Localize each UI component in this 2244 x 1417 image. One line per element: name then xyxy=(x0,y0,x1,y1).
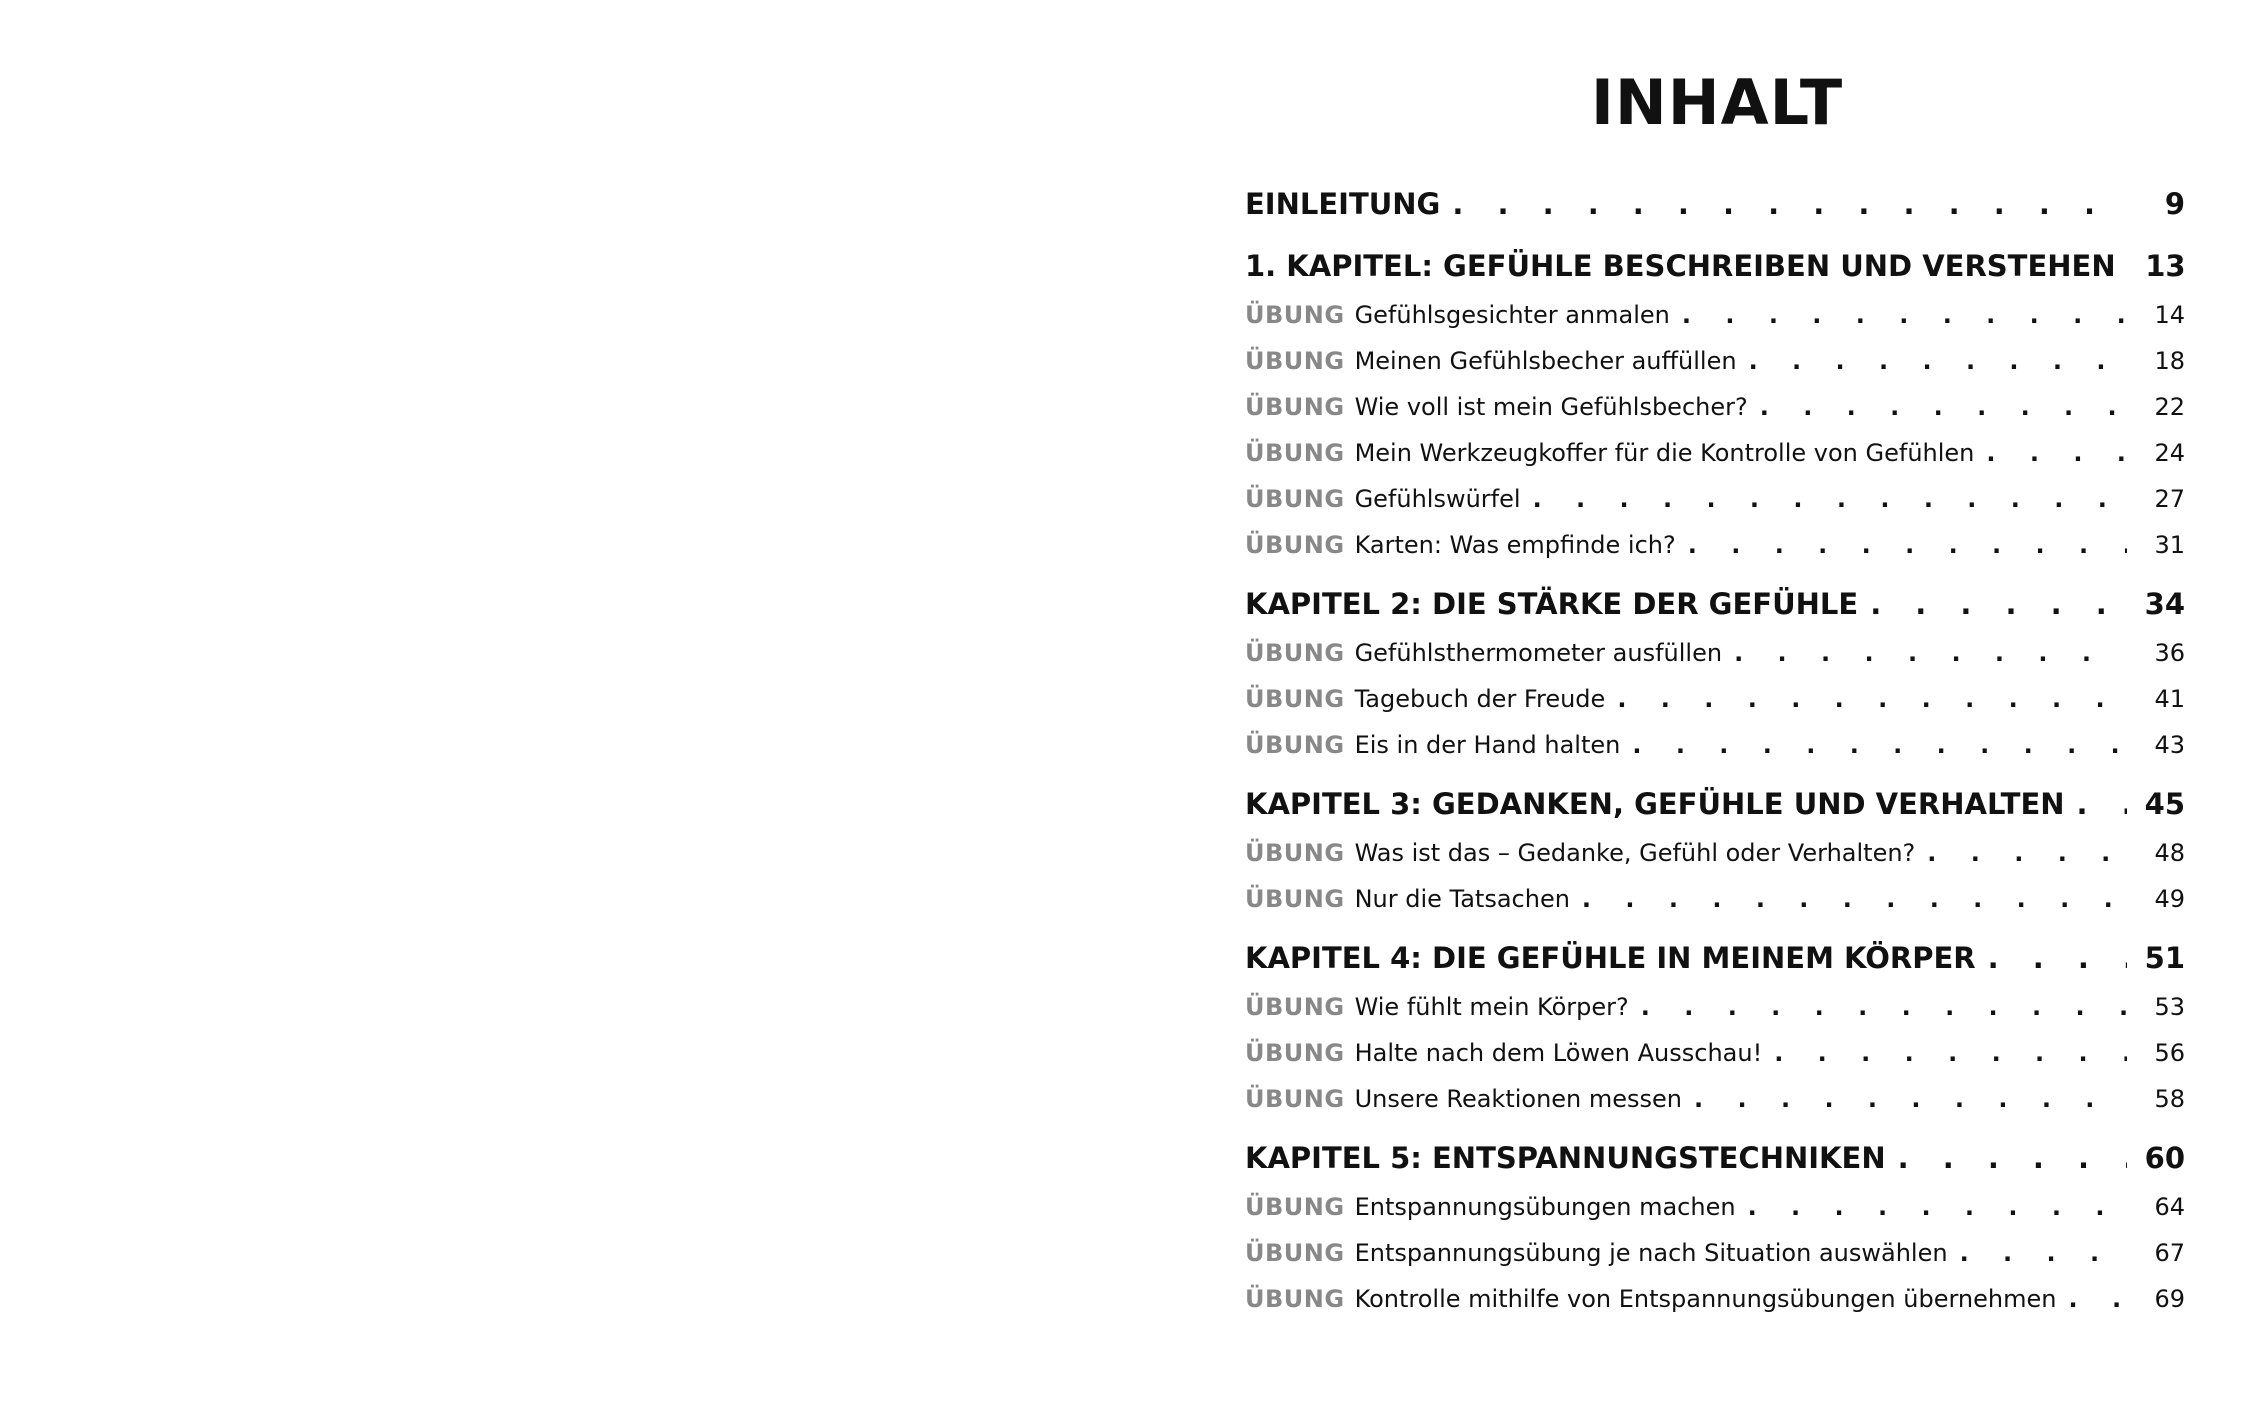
toc-page-number: 27 xyxy=(2154,485,2185,513)
toc-exercise-label: Gefühlsthermometer ausfüllen xyxy=(1354,639,1723,667)
toc-exercise-label-wrap xyxy=(1245,676,1613,722)
toc-page-number: 22 xyxy=(2154,393,2185,421)
dot-leader xyxy=(1641,984,2127,1030)
table-of-contents xyxy=(1245,178,2185,1322)
toc-exercise-label: Entspannungsübungen machen xyxy=(1354,1193,1736,1221)
dot-leader xyxy=(1986,430,2127,476)
toc-exercise-label-wrap xyxy=(1245,630,1730,676)
toc-page-number: 43 xyxy=(2154,731,2185,759)
toc-page-number: 41 xyxy=(2154,685,2185,713)
exercise-tag: ÜBUNG xyxy=(1245,731,1345,759)
toc-exercise-label-wrap xyxy=(1245,830,1923,876)
toc-page-number: 31 xyxy=(2154,531,2185,559)
toc-chapter-label: KAPITEL 2: DIE STÄRKE DER GEFÜHLE xyxy=(1245,578,1866,630)
toc-chapter-1[interactable] xyxy=(1245,240,2185,292)
exercise-tag: ÜBUNG xyxy=(1245,1193,1345,1221)
toc-exercise-label: Gefühlsgesichter anmalen xyxy=(1354,301,1670,329)
exercise-tag: ÜBUNG xyxy=(1245,839,1345,867)
toc-exercise-label: Wie voll ist mein Gefühlsbecher? xyxy=(1354,393,1748,421)
toc-exercise[interactable] xyxy=(1245,984,2185,1030)
dot-leader xyxy=(1688,522,2127,568)
toc-exercise[interactable] xyxy=(1245,722,2185,768)
toc-exercise-label-wrap xyxy=(1245,384,1756,430)
toc-exercise-label: Unsere Reaktionen messen xyxy=(1354,1085,1683,1113)
toc-exercise-label: Eis in der Hand halten xyxy=(1354,731,1621,759)
toc-exercise-label-wrap xyxy=(1245,722,1628,768)
toc-chapter-label: KAPITEL 3: GEDANKEN, GEFÜHLE UND VERHALTEN xyxy=(1245,778,2073,830)
dot-leader xyxy=(1582,876,2127,922)
toc-exercise[interactable] xyxy=(1245,830,2185,876)
toc-exercise[interactable] xyxy=(1245,384,2185,430)
exercise-tag: ÜBUNG xyxy=(1245,993,1345,1021)
toc-exercise[interactable] xyxy=(1245,338,2185,384)
toc-exercise-label: Mein Werkzeugkoffer für die Kontrolle von Gefühlen xyxy=(1354,439,1975,467)
toc-page-number: 24 xyxy=(2154,439,2185,467)
exercise-tag: ÜBUNG xyxy=(1245,531,1345,559)
dot-leader xyxy=(1682,292,2127,338)
toc-page-number: 64 xyxy=(2154,1193,2185,1221)
exercise-tag: ÜBUNG xyxy=(1245,301,1345,329)
toc-exercise-label-wrap xyxy=(1245,522,1684,568)
toc-page-number: 49 xyxy=(2154,885,2185,913)
exercise-tag: ÜBUNG xyxy=(1245,1285,1345,1313)
toc-page-number: 13 xyxy=(2145,249,2186,283)
toc-page-number: 34 xyxy=(2144,587,2185,621)
dot-leader xyxy=(2068,1276,2127,1322)
toc-exercise[interactable] xyxy=(1245,1184,2185,1230)
dot-leader xyxy=(1749,338,2127,384)
toc-exercise-label-wrap xyxy=(1245,1230,1956,1276)
dot-leader xyxy=(1870,578,2127,630)
toc-page-number: 9 xyxy=(2164,187,2185,221)
dot-leader xyxy=(1774,1030,2127,1076)
toc-exercise[interactable] xyxy=(1245,1076,2185,1122)
toc-chapter-5[interactable] xyxy=(1245,1132,2185,1184)
toc-page-number: 56 xyxy=(2154,1039,2185,1067)
dot-leader xyxy=(1927,830,2127,876)
page-title: INHALT xyxy=(1590,66,1844,139)
toc-exercise-label-wrap xyxy=(1245,338,1745,384)
toc-exercise[interactable] xyxy=(1245,522,2185,568)
toc-exercise-label-wrap xyxy=(1245,292,1678,338)
exercise-tag: ÜBUNG xyxy=(1245,1239,1345,1267)
toc-chapter-3[interactable] xyxy=(1245,778,2185,830)
toc-page-number: 18 xyxy=(2154,347,2185,375)
dot-leader xyxy=(1898,1132,2127,1184)
toc-page-number: 69 xyxy=(2154,1285,2185,1313)
toc-page-number: 14 xyxy=(2154,301,2185,329)
toc-exercise-label-wrap xyxy=(1245,476,1529,522)
exercise-tag: ÜBUNG xyxy=(1245,1085,1345,1113)
exercise-tag: ÜBUNG xyxy=(1245,885,1345,913)
toc-chapter-2[interactable] xyxy=(1245,578,2185,630)
dot-leader xyxy=(1694,1076,2127,1122)
exercise-tag: ÜBUNG xyxy=(1245,639,1345,667)
dot-leader xyxy=(1734,630,2127,676)
toc-exercise-label-wrap xyxy=(1245,984,1637,1030)
dot-leader xyxy=(1748,1184,2127,1230)
toc-exercise-label: Kontrolle mithilfe von Entspannungsübungen übernehmen xyxy=(1354,1285,2057,1313)
toc-exercise-label: Gefühlswürfel xyxy=(1354,485,1521,513)
toc-exercise-label-wrap xyxy=(1245,1276,2064,1322)
dot-leader xyxy=(1452,178,2127,230)
toc-page-number: 45 xyxy=(2144,787,2185,821)
toc-exercise-label-wrap xyxy=(1245,430,1982,476)
toc-chapter-label: KAPITEL 5: ENTSPANNUNGSTECHNIKEN xyxy=(1245,1132,1894,1184)
toc-chapter-label: 1. KAPITEL: GEFÜHLE BESCHREIBEN UND VERSTEHEN xyxy=(1245,240,2124,292)
toc-exercise-label-wrap xyxy=(1245,1076,1690,1122)
dot-leader xyxy=(1960,1230,2127,1276)
toc-exercise[interactable] xyxy=(1245,476,2185,522)
toc-chapter-label: KAPITEL 4: DIE GEFÜHLE IN MEINEM KÖRPER xyxy=(1245,932,1984,984)
toc-page-number: 58 xyxy=(2154,1085,2185,1113)
toc-page-number: 67 xyxy=(2154,1239,2185,1267)
exercise-tag: ÜBUNG xyxy=(1245,1039,1345,1067)
toc-exercise-label-wrap xyxy=(1245,1184,1744,1230)
exercise-tag: ÜBUNG xyxy=(1245,439,1345,467)
toc-exercise-label: Entspannungsübung je nach Situation auswählen xyxy=(1354,1239,1948,1267)
dot-leader xyxy=(1988,932,2127,984)
toc-entry-label: EINLEITUNG xyxy=(1245,178,1448,230)
toc-entry-intro[interactable] xyxy=(1245,178,2185,230)
toc-page-number: 60 xyxy=(2144,1141,2185,1175)
toc-exercise-label: Wie fühlt mein Körper? xyxy=(1354,993,1629,1021)
dot-leader xyxy=(1533,476,2127,522)
toc-page-number: 36 xyxy=(2154,639,2185,667)
toc-exercise-label: Was ist das – Gedanke, Gefühl oder Verhalten? xyxy=(1354,839,1916,867)
toc-exercise-label-wrap xyxy=(1245,1030,1770,1076)
toc-page-number: 53 xyxy=(2154,993,2185,1021)
exercise-tag: ÜBUNG xyxy=(1245,685,1345,713)
toc-exercise-label: Halte nach dem Löwen Ausschau! xyxy=(1354,1039,1763,1067)
toc-exercise-label: Tagebuch der Freude xyxy=(1354,685,1606,713)
exercise-tag: ÜBUNG xyxy=(1245,393,1345,421)
dot-leader xyxy=(2077,778,2127,830)
toc-exercise-label: Karten: Was empfinde ich? xyxy=(1354,531,1676,559)
toc-exercise[interactable] xyxy=(1245,1230,2185,1276)
toc-chapters xyxy=(1245,240,2185,1322)
dot-leader xyxy=(1632,722,2127,768)
toc-exercise[interactable] xyxy=(1245,292,2185,338)
toc-chapter-4[interactable] xyxy=(1245,932,2185,984)
toc-exercise-label: Meinen Gefühlsbecher auffüllen xyxy=(1354,347,1737,375)
toc-exercise[interactable] xyxy=(1245,876,2185,922)
toc-page-number: 51 xyxy=(2144,941,2185,975)
toc-exercise[interactable] xyxy=(1245,1276,2185,1322)
toc-exercise[interactable] xyxy=(1245,430,2185,476)
toc-exercise[interactable] xyxy=(1245,630,2185,676)
toc-exercise-label: Nur die Tatsachen xyxy=(1354,885,1570,913)
dot-leader xyxy=(1760,384,2127,430)
dot-leader xyxy=(1617,676,2127,722)
toc-exercise-label-wrap xyxy=(1245,876,1578,922)
exercise-tag: ÜBUNG xyxy=(1245,347,1345,375)
toc-exercise[interactable] xyxy=(1245,1030,2185,1076)
exercise-tag: ÜBUNG xyxy=(1245,485,1345,513)
toc-exercise[interactable] xyxy=(1245,676,2185,722)
toc-page-number: 48 xyxy=(2154,839,2185,867)
